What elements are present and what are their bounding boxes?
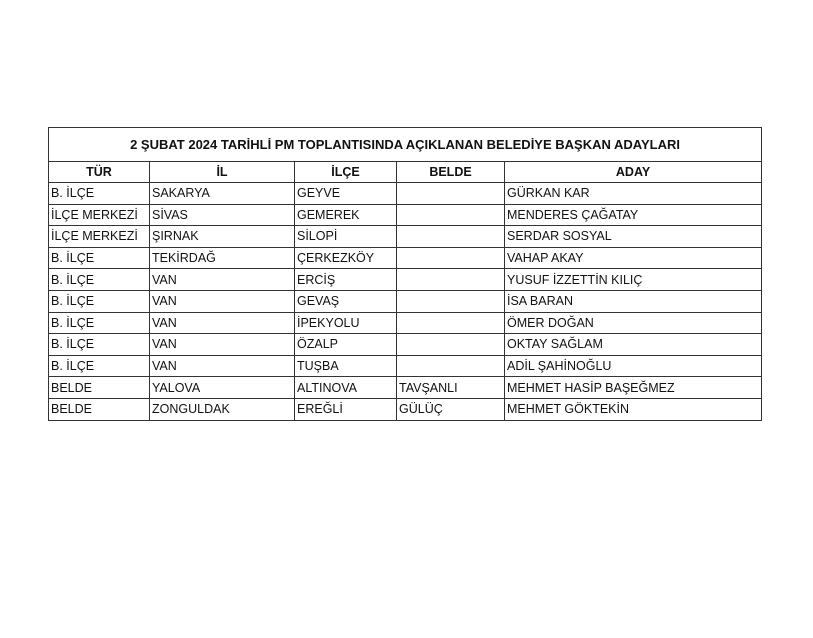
cell-belde [397,334,505,356]
cell-ilce: GEMEREK [295,204,397,226]
cell-il: VAN [150,312,295,334]
column-header-tur: TÜR [49,162,150,183]
cell-aday: MEHMET HASİP BAŞEĞMEZ [505,377,762,399]
cell-aday: SERDAR SOSYAL [505,226,762,248]
table-row [49,183,762,205]
cell-belde: TAVŞANLI [397,377,505,399]
table-row [49,398,762,420]
table-row [49,204,762,226]
cell-ilce: TUŞBA [295,355,397,377]
cell-aday: YUSUF İZZETTİN KILIÇ [505,269,762,291]
cell-tur: B. İLÇE [49,269,150,291]
cell-ilce: ÇERKEZKÖY [295,247,397,269]
cell-aday: OKTAY SAĞLAM [505,334,762,356]
cell-tur: B. İLÇE [49,312,150,334]
cell-belde [397,269,505,291]
cell-il: ŞIRNAK [150,226,295,248]
cell-ilce: ÖZALP [295,334,397,356]
candidates-table [48,127,762,421]
cell-tur: B. İLÇE [49,334,150,356]
table-row [49,247,762,269]
cell-belde [397,226,505,248]
cell-tur: B. İLÇE [49,183,150,205]
table-row [49,269,762,291]
cell-il: VAN [150,290,295,312]
cell-aday: VAHAP AKAY [505,247,762,269]
column-header-ilce: İLÇE [295,162,397,183]
cell-il: SAKARYA [150,183,295,205]
cell-aday: GÜRKAN KAR [505,183,762,205]
cell-belde [397,290,505,312]
cell-il: VAN [150,334,295,356]
cell-ilce: EREĞLİ [295,398,397,420]
cell-tur: B. İLÇE [49,355,150,377]
cell-belde [397,183,505,205]
column-header-belde: BELDE [397,162,505,183]
table-row [49,312,762,334]
cell-tur: İLÇE MERKEZİ [49,204,150,226]
table-row [49,377,762,399]
cell-tur: BELDE [49,377,150,399]
cell-il: ZONGULDAK [150,398,295,420]
cell-aday: MEHMET GÖKTEKİN [505,398,762,420]
table-row [49,334,762,356]
cell-il: YALOVA [150,377,295,399]
table-row [49,355,762,377]
table-body [49,183,762,421]
cell-tur: İLÇE MERKEZİ [49,226,150,248]
cell-ilce: GEYVE [295,183,397,205]
cell-aday: ÖMER DOĞAN [505,312,762,334]
cell-ilce: İPEKYOLU [295,312,397,334]
cell-ilce: ALTINOVA [295,377,397,399]
cell-tur: BELDE [49,398,150,420]
column-header-aday: ADAY [505,162,762,183]
cell-aday: İSA BARAN [505,290,762,312]
cell-belde: GÜLÜÇ [397,398,505,420]
table-row [49,226,762,248]
cell-aday: ADİL ŞAHİNOĞLU [505,355,762,377]
header-row [49,162,762,183]
cell-tur: B. İLÇE [49,290,150,312]
cell-ilce: SİLOPİ [295,226,397,248]
cell-il: SİVAS [150,204,295,226]
cell-aday: MENDERES ÇAĞATAY [505,204,762,226]
cell-tur: B. İLÇE [49,247,150,269]
cell-il: TEKİRDAĞ [150,247,295,269]
column-header-il: İL [150,162,295,183]
cell-belde [397,204,505,226]
table-row [49,290,762,312]
cell-ilce: GEVAŞ [295,290,397,312]
cell-belde [397,355,505,377]
cell-belde [397,312,505,334]
cell-belde [397,247,505,269]
cell-ilce: ERCİŞ [295,269,397,291]
table-title: 2 ŞUBAT 2024 TARİHLİ PM TOPLANTISINDA AÇIKLANAN BELEDİYE BAŞKAN ADAYLARI [49,128,762,162]
cell-il: VAN [150,355,295,377]
cell-il: VAN [150,269,295,291]
